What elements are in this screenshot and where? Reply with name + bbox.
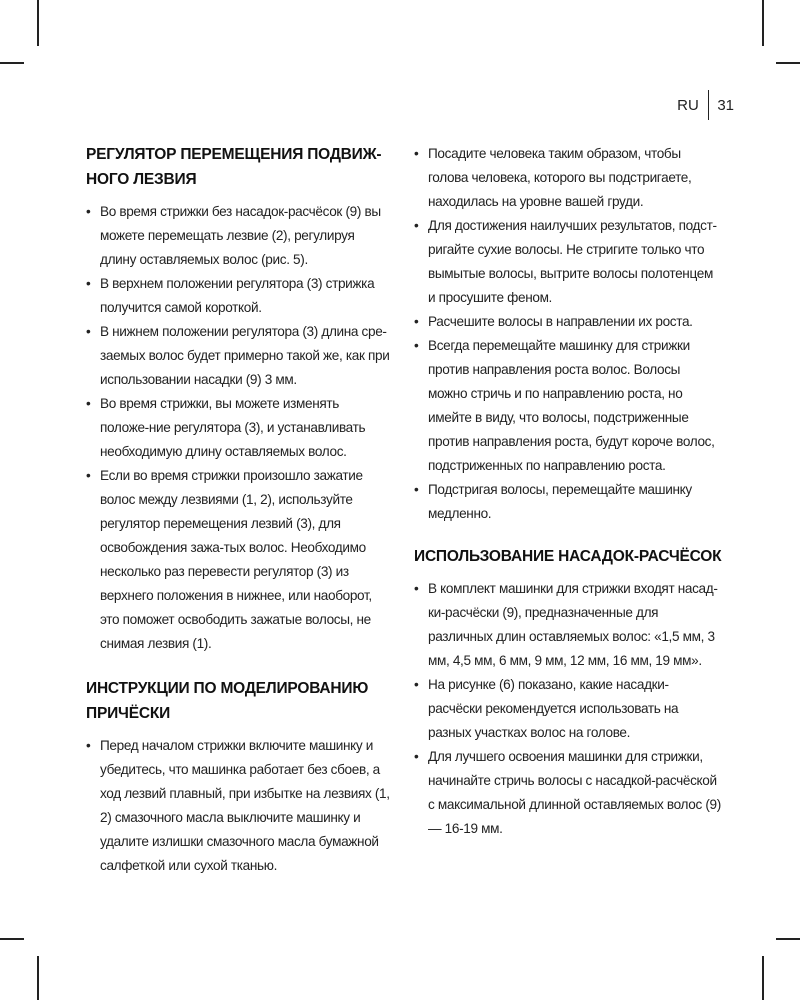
list-item: • Для лучшего освоения машинки для стрижки, начинайте стричь волосы с насадкой-расчёской с максимальной длинной оставляемых волос (9) — 16-19 мм. xyxy=(414,745,722,841)
crop-mark-bottom-right-vertical xyxy=(762,956,764,1000)
list-item: • В верхнем положении регулятора (3) стрижка получится самой короткой. xyxy=(86,272,391,320)
list-item: • В комплект машинки для стрижки входят насад-ки-расчёски (9), предназначенные для различных длин оставляемых волос: «1,5 мм, 3 мм, 4,5 мм, 6 мм, 9 мм, 12 мм, 16 мм, 19 мм». xyxy=(414,577,722,673)
list-item: • Если во время стрижки произошло зажатие волос между лезвиями (1, 2), используйте регулятор перемещения лезвий (3), для освобождения зажа-тых волос. Необходимо несколько раз перевести регулятор (3) из верхнего положения в нижнее, или наоборот, это поможет освободить зажатые волосы, не снимая лезвия (1). xyxy=(86,464,391,656)
crop-mark-bottom-left-vertical xyxy=(37,956,39,1000)
section-blade-regulator xyxy=(86,142,391,656)
crop-mark-top-right-vertical xyxy=(762,0,764,46)
section-heading: ИСПОЛЬЗОВАНИЕ НАСАДОК-РАСЧЁСОК xyxy=(414,548,722,565)
bullet-list xyxy=(86,734,391,878)
list-item: • Для достижения наилучших результатов, подст-ригайте сухие волосы. Не стригите только что вымытые волосы, вытрите волосы полотенцем и просушите феном. xyxy=(414,214,722,310)
crop-mark-top-right-horizontal xyxy=(776,62,800,64)
list-item: • Во время стрижки, вы можете изменять положе-ние регулятора (3), и устанавливать необходимую длину оставляемых волос. xyxy=(86,392,391,464)
list-item: • В нижнем положении регулятора (3) длина сре-заемых волос будет примерно такой же, как при использовании насадки (9) 3 мм. xyxy=(86,320,391,392)
list-item: • Расчешите волосы в направлении их роста. xyxy=(414,310,722,334)
section-styling-instructions xyxy=(86,676,391,878)
page-number: 31 xyxy=(717,96,734,114)
list-item: • Посадите человека таким образом, чтобы голова человека, которого вы подстригаете, находилась на уровне вашей груди. xyxy=(414,142,722,214)
bullet-list xyxy=(86,200,391,656)
bullet-list xyxy=(414,142,722,526)
language-code: RU xyxy=(677,96,699,114)
list-item: • Всегда перемещайте машинку для стрижки против направления роста волос. Волосы можно стричь и по направлению роста, но имейте в виду, что волосы, подстриженные против направления роста, будут короче волос, подстриженных по направлению роста. xyxy=(414,334,722,478)
crop-mark-top-left-vertical xyxy=(37,0,39,46)
list-item: • На рисунке (6) показано, какие насадки-расчёски рекомендуется использовать на разных участках волос на голове. xyxy=(414,673,722,745)
page-header xyxy=(677,90,734,120)
crop-mark-bottom-right-horizontal xyxy=(776,938,800,940)
bullet-list xyxy=(414,577,722,841)
header-divider xyxy=(708,90,710,120)
section-comb-attachments xyxy=(414,544,722,841)
section-heading: РЕГУЛЯТОР ПЕРЕМЕЩЕНИЯ ПОДВИЖ-НОГО ЛЕЗВИЯ xyxy=(86,146,382,188)
list-item: • Перед началом стрижки включите машинку и убедитесь, что машинка работает без сбоев, а ход лезвий плавный, при избытке на лезвиях (1, 2) смазочного масла выключите машинку и удалите излишки смазочного масла бумажной салфеткой или сухой тканью. xyxy=(86,734,391,878)
left-column xyxy=(86,142,391,878)
section-heading: ИНСТРУКЦИИ ПО МОДЕЛИРОВАНИЮ ПРИЧЁСКИ xyxy=(86,680,369,722)
right-column xyxy=(414,142,722,841)
crop-mark-top-left-horizontal xyxy=(0,62,24,64)
crop-mark-bottom-left-horizontal xyxy=(0,938,24,940)
list-item: • Подстригая волосы, перемещайте машинку медленно. xyxy=(414,478,722,526)
list-item: • Во время стрижки без насадок-расчёсок (9) вы можете перемещать лезвие (2), регулируя длину оставляемых волос (рис. 5). xyxy=(86,200,391,272)
